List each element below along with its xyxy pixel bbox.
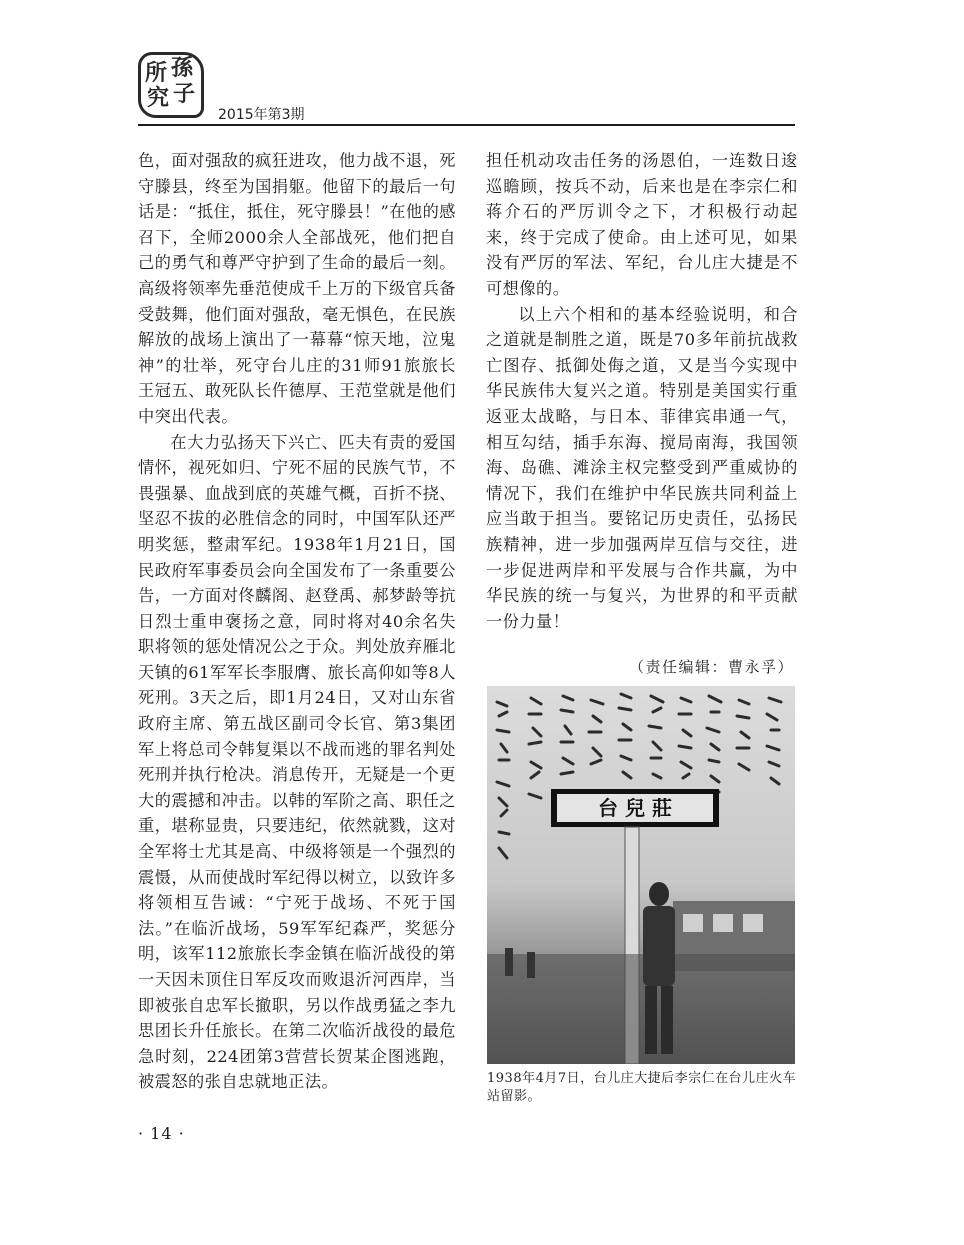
journal-logo: [138, 52, 204, 118]
editor-note: （责任编辑：曹永孚）: [628, 658, 794, 676]
page-number: · 14 ·: [138, 1124, 185, 1143]
station-sign-text: 台 兒 莊: [598, 796, 672, 820]
logo-char: 究: [147, 85, 170, 111]
body-paragraph: 色，面对强敌的疯狂进攻，他力战不退，死守滕县，终至为国捐躯。他留下的最后一句话是：“抵住，抵住，死守滕县！”在他的感召下，全师2000余人全部战死，他们把自己的勇气和尊严守护到了生命的最后一刻。高级将领率先垂范使成千上万的下级官兵备受鼓舞，他们面对强敌，毫无惧色，在民族解放的战场上演出了一幕幕“惊天地，泣鬼神”的壮举，死守台儿庄的31师91旅旅长王冠五、敢死队长仵德厚、王范堂就是他们中突出代表。: [138, 151, 456, 426]
issue-label: 2015年第3期: [218, 107, 305, 123]
train-window: [743, 914, 763, 932]
distant-figure: [505, 948, 513, 976]
right-column: [486, 148, 798, 634]
logo-char: 子: [173, 81, 196, 107]
figure-leg: [645, 986, 657, 1054]
body-paragraph: 担任机动攻击任务的汤恩伯，一连数日逡巡瞻顾，按兵不动，后来也是在李宗仁和蒋介石的严厉训令之下，才积极行动起来，终于完成了使命。由上述可见，如果没有严厉的军法、军纪，台儿庄大捷是不可想像的。: [486, 151, 798, 298]
logo-char: 所: [145, 60, 168, 86]
body-paragraph: 在大力弘扬天下兴亡、匹夫有责的爱国情怀，视死如归、宁死不屈的民族气节，不畏强暴、血战到底的英雄气概，百折不挠、坚忍不拔的必胜信念的同时，中国军队还严明奖惩，整肃军纪。1938年1月21日，国民政府军事委员会向全国发布了一条重要公告，一方面对佟麟阁、赵登禹、郝梦龄等抗日烈士重申褒扬之意，同时将对40余名失职将领的惩处情况公之于众。判处放弃雁北天镇的61军军长李服膺、旅长高仰如等8人死刑。3天之后，即1月24日，又对山东省政府主席、第五战区副司令长官、第3集团军上将总司令韩复渠以不战而逃的罪名判处死刑并执行枪决。消息传开，无疑是一个更大的震撼和冲击。以韩的军阶之高、职任之重，堪称显贵，只要违纪，依然就戮，这对全军将士尤其是高、中级将领是一个强烈的震慑，从而使战时军纪得以树立，以致许多将领相互告诫：“宁死于战场、不死于国法。”在临沂战场，59军军纪森严，奖惩分明，该军112旅旅长李金镇在临沂战役的第一天因未顶住日军反攻而败退沂河西岸，当即被张自忠军长撤职，另以作战勇猛之李九思团长升任旅长。在第二次临沂战役的最危急时刻，224团第3营营长贺某企图逃跑，被震怒的张自忠就地正法。: [138, 432, 456, 1092]
historical-photo: [487, 686, 795, 1064]
figure-body: [643, 906, 675, 986]
body-paragraph: 以上六个相和的基本经验说明，和合之道就是制胜之道，既是70多年前抗战救亡图存、抵御处侮之道，又是当今实现中华民族伟大复兴之道。特别是美国实行重返亚太战略，与日本、菲律宾串通一气，相互勾结，插手东海、搅局南海，我国领海、岛礁、滩涂主权完整受到严重威协的情况下，我们在维护中华民族共同利益上应当敢于担当。要铭记历史责任，弘扬民族精神，进一步加强两岸互信与交往，进一步促进两岸和平发展与合作共赢，为中华民族的统一与复兴，为世界的和平贡献一份力量！: [486, 304, 798, 631]
left-column: [138, 148, 456, 1095]
photo-scene: [487, 686, 795, 1064]
photo-caption: 1938年4月7日，台儿庄大捷后李宗仁在台儿庄火车站留影。: [487, 1071, 797, 1104]
logo-char: 孫: [171, 55, 194, 81]
train-window: [683, 914, 703, 932]
header-rule: [138, 124, 795, 126]
figure-leg: [661, 986, 673, 1054]
distant-figure: [527, 952, 535, 978]
figure-head: [649, 882, 669, 906]
train-window: [713, 914, 733, 932]
